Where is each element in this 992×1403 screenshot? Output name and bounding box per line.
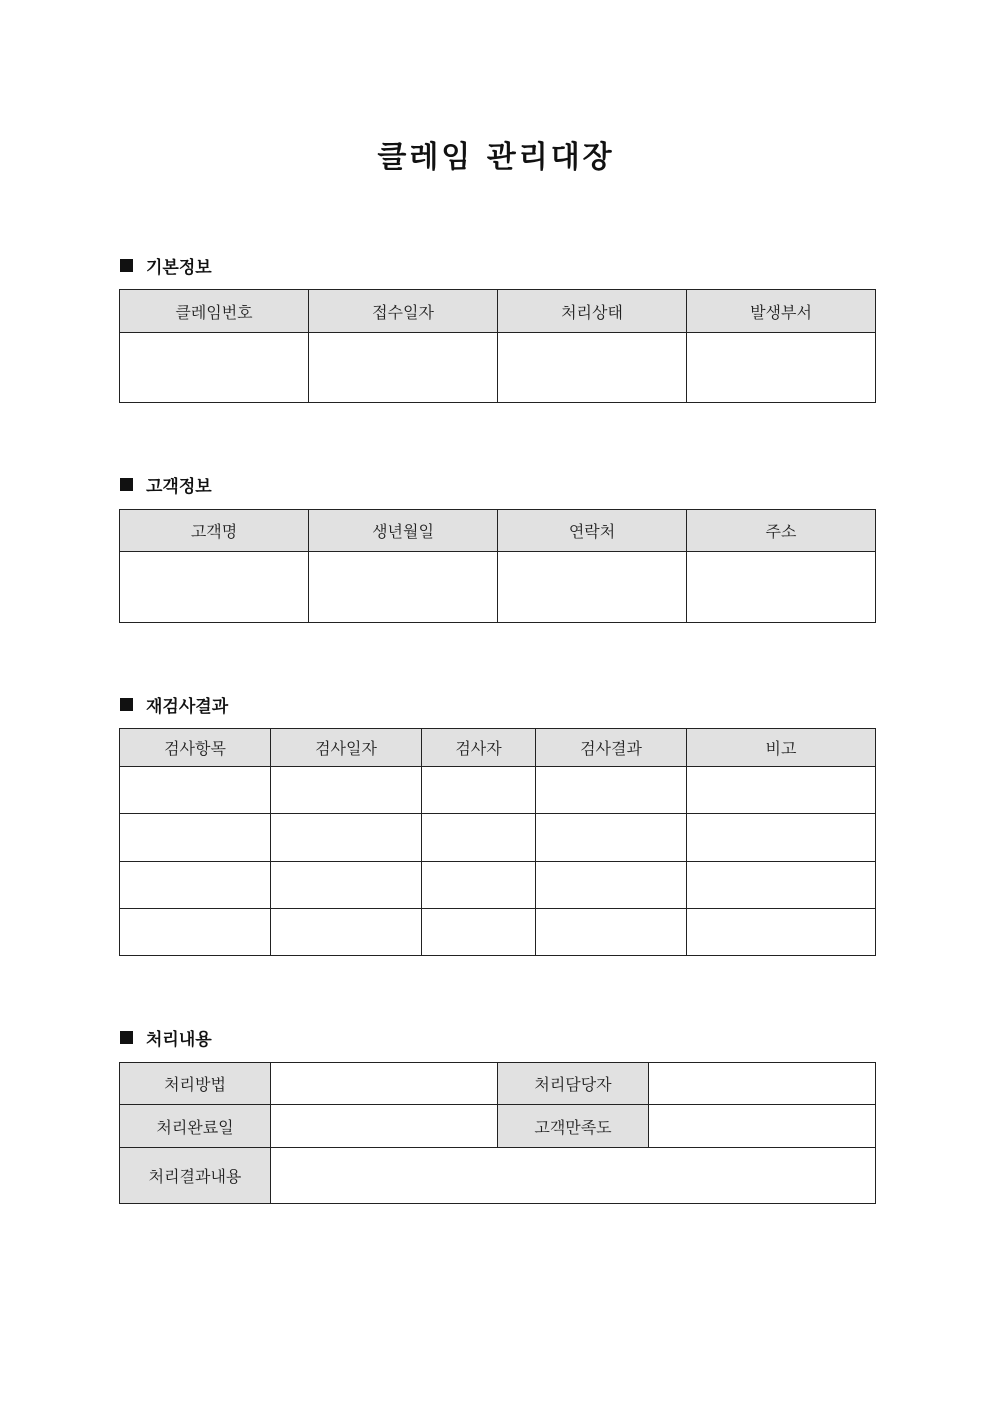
reinspection-table	[119, 728, 876, 956]
basic-info-heading	[119, 253, 875, 277]
customer-name-field[interactable]	[120, 552, 309, 623]
col-birth-date: 생년월일	[309, 510, 498, 552]
satisfaction-field[interactable]	[649, 1105, 876, 1148]
inspection-item-field[interactable]	[120, 767, 271, 814]
processing-heading	[119, 1025, 875, 1049]
inspection-date-field[interactable]	[271, 814, 422, 862]
col-inspector: 검사자	[422, 729, 536, 767]
inspection-result-field[interactable]	[536, 862, 687, 909]
table-row	[120, 333, 876, 403]
inspection-date-field[interactable]	[271, 909, 422, 956]
processing-section	[119, 1025, 875, 1205]
customer-info-heading-label: 고객정보	[146, 476, 212, 497]
document-title: 클레임 관리대장	[377, 140, 615, 175]
square-bullet-icon	[120, 478, 133, 491]
satisfaction-label: 고객만족도	[498, 1105, 649, 1148]
completion-date-field[interactable]	[271, 1105, 498, 1148]
col-receipt-date: 접수일자	[309, 290, 498, 333]
remarks-field[interactable]	[687, 814, 876, 862]
header-row	[120, 729, 876, 767]
address-field[interactable]	[687, 552, 876, 623]
table-row	[120, 1105, 876, 1148]
method-field[interactable]	[271, 1063, 498, 1105]
result-field[interactable]	[271, 1148, 876, 1204]
inspection-date-field[interactable]	[271, 767, 422, 814]
inspection-item-field[interactable]	[120, 862, 271, 909]
remarks-field[interactable]	[687, 909, 876, 956]
manager-field[interactable]	[649, 1063, 876, 1105]
table-row	[120, 909, 876, 956]
claim-number-field[interactable]	[120, 333, 309, 403]
customer-info-heading	[119, 472, 875, 496]
header-row	[120, 510, 876, 552]
completion-date-label: 처리완료일	[120, 1105, 271, 1148]
inspection-date-field[interactable]	[271, 862, 422, 909]
birth-date-field[interactable]	[309, 552, 498, 623]
contact-field[interactable]	[498, 552, 687, 623]
table-row	[120, 767, 876, 814]
reinspection-heading	[119, 692, 875, 716]
col-inspection-item: 검사항목	[120, 729, 271, 767]
basic-info-table	[119, 289, 876, 403]
method-label: 처리방법	[120, 1063, 271, 1105]
inspector-field[interactable]	[422, 767, 536, 814]
inspection-item-field[interactable]	[120, 909, 271, 956]
result-label: 처리결과내용	[120, 1148, 271, 1204]
inspection-result-field[interactable]	[536, 909, 687, 956]
table-row	[120, 552, 876, 623]
col-inspection-result: 검사결과	[536, 729, 687, 767]
customer-info-table	[119, 509, 876, 623]
col-department: 발생부서	[687, 290, 876, 333]
inspection-item-field[interactable]	[120, 814, 271, 862]
reinspection-heading-label: 재검사결과	[146, 696, 229, 717]
inspector-field[interactable]	[422, 862, 536, 909]
processing-heading-label: 처리내용	[146, 1029, 212, 1050]
basic-info-heading-label: 기본정보	[146, 257, 212, 278]
col-address: 주소	[687, 510, 876, 552]
reinspection-section	[119, 692, 875, 957]
inspection-result-field[interactable]	[536, 814, 687, 862]
table-row	[120, 1063, 876, 1105]
header-row	[120, 290, 876, 333]
department-field[interactable]	[687, 333, 876, 403]
inspector-field[interactable]	[422, 909, 536, 956]
processing-table	[119, 1062, 876, 1204]
inspector-field[interactable]	[422, 814, 536, 862]
col-status: 처리상태	[498, 290, 687, 333]
col-contact: 연락처	[498, 510, 687, 552]
status-field[interactable]	[498, 333, 687, 403]
col-inspection-date: 검사일자	[271, 729, 422, 767]
manager-label: 처리담당자	[498, 1063, 649, 1105]
table-row	[120, 814, 876, 862]
square-bullet-icon	[120, 1031, 133, 1044]
table-row	[120, 1148, 876, 1204]
remarks-field[interactable]	[687, 767, 876, 814]
col-remarks: 비고	[687, 729, 876, 767]
remarks-field[interactable]	[687, 862, 876, 909]
inspection-result-field[interactable]	[536, 767, 687, 814]
square-bullet-icon	[120, 698, 133, 711]
table-row	[120, 862, 876, 909]
customer-info-section	[119, 472, 875, 623]
receipt-date-field[interactable]	[309, 333, 498, 403]
col-claim-number: 클레임번호	[120, 290, 309, 333]
basic-info-section	[119, 253, 875, 403]
col-customer-name: 고객명	[120, 510, 309, 552]
square-bullet-icon	[120, 259, 133, 272]
